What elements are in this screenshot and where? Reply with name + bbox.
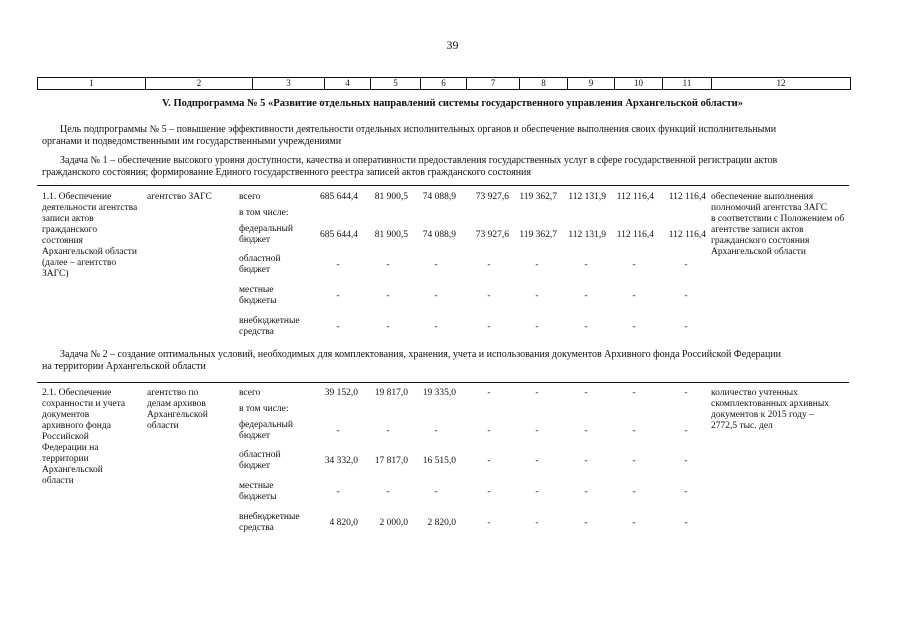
block1-value-cell: - [386, 291, 390, 301]
header-col-6: 6 [421, 78, 467, 89]
block2-value-cell: - [584, 456, 588, 466]
block2-value-cell: 39 152,0 [324, 388, 358, 398]
block2-value-cell: 16 515,0 [422, 456, 456, 466]
block2-activity: 2.1. Обеспечение сохранности и учета документов архивного фонда Российской Федерации на территории Архангельской области [42, 388, 126, 486]
block1-value-cell: 74 088,9 [422, 230, 456, 240]
block1-value-cell: 119 362,7 [519, 192, 557, 202]
block2-source-label: федеральный бюджет [239, 420, 293, 441]
block2-value-cell: - [535, 388, 539, 398]
block2-value-cell: - [584, 487, 588, 497]
block1-value-cell: - [386, 260, 390, 270]
page-number: 39 [446, 38, 459, 52]
block1-value-cell: - [584, 291, 588, 301]
block2-value-cell: 2 820,0 [427, 518, 456, 528]
block1-value-cell: - [336, 260, 340, 270]
block2-value-cell: - [584, 518, 588, 528]
header-col-5: 5 [371, 78, 421, 89]
block1-source-label: внебюджетные средства [239, 316, 300, 337]
block1-source-label: федеральный бюджет [239, 224, 293, 245]
block2-value-cell: 19 817,0 [374, 388, 408, 398]
block1-value-cell: 112 116,4 [668, 192, 706, 202]
block1-value-cell: 81 900,5 [374, 192, 408, 202]
block1-value-cell: 74 088,9 [422, 192, 456, 202]
block1-source-label: областной бюджет [239, 254, 281, 275]
block1-value-cell: - [434, 291, 438, 301]
block1-value-cell: 112 116,4 [616, 192, 654, 202]
block2-value-cell: - [684, 487, 688, 497]
task2-paragraph [42, 349, 850, 373]
block1-expected-result: обеспечение выполнения полномочий агентства ЗАГС в соответствии с Положением об агентстве записи актов гражданского состояния Архангельской области [711, 192, 845, 257]
block1-source-label: в том числе: [239, 208, 289, 218]
block1-value-cell: - [632, 291, 636, 301]
block2-value-cell: 34 332,0 [324, 456, 358, 466]
block2-value-cell: - [584, 388, 588, 398]
block1-value-cell: - [336, 322, 340, 332]
block2-source-label: внебюджетные средства [239, 512, 300, 533]
block2-value-cell: - [487, 518, 491, 528]
block2-executor: агентство по делам архивов Архангельской области [147, 388, 208, 431]
block2-source-label: областной бюджет [239, 450, 281, 471]
block2-value-cell: - [336, 487, 340, 497]
block1-value-cell: 81 900,5 [374, 230, 408, 240]
block2-source-label: местные бюджеты [239, 481, 277, 502]
block2-value-cell: - [487, 456, 491, 466]
block2-value-cell: - [487, 388, 491, 398]
block1-value-cell: 685 644,4 [320, 230, 358, 240]
block1-value-cell: - [584, 260, 588, 270]
block2-value-cell: 19 335,0 [422, 388, 456, 398]
block1-value-cell: - [535, 260, 539, 270]
block2-value-cell: 4 820,0 [329, 518, 358, 528]
block2-value-cell: - [535, 456, 539, 466]
block2-value-cell: - [535, 518, 539, 528]
block2-value-cell: - [535, 487, 539, 497]
block2-value-cell: - [535, 426, 539, 436]
block1-source-label: местные бюджеты [239, 285, 277, 306]
block2-value-cell: 17 817,0 [374, 456, 408, 466]
task1-line-2: гражданского состояния; формирование Единого государственного реестра записей актов гражданского состояния [42, 167, 531, 178]
task1-line-1: Задача № 1 – обеспечение высокого уровня доступности, качества и оперативности предоставления государственных услуг в сфере государственной регистрации актов [60, 155, 778, 166]
block2-value-cell: - [632, 388, 636, 398]
block1-value-cell: - [684, 291, 688, 301]
block1-value-cell: 112 131,9 [568, 192, 606, 202]
block1-value-cell: 685 644,4 [320, 192, 358, 202]
block1-value-cell: - [535, 322, 539, 332]
block1-value-cell: - [684, 260, 688, 270]
block2-value-cell: - [632, 518, 636, 528]
block1-value-cell: - [632, 260, 636, 270]
goal-line-1: Цель подпрограммы № 5 – повышение эффективности деятельности отдельных исполнительных органов и обеспечение выполнения своих функций исполнительными [60, 124, 777, 135]
header-col-3: 3 [253, 78, 325, 89]
header-col-11: 11 [663, 78, 712, 89]
block2-value-cell: - [684, 388, 688, 398]
header-col-12: 12 [776, 78, 786, 88]
block1-source-label: всего [239, 192, 261, 202]
block1-value-cell: - [487, 291, 491, 301]
block1-value-cell: 112 116,4 [668, 230, 706, 240]
block1-value-cell: 119 362,7 [519, 230, 557, 240]
block2-source-label: в том числе: [239, 404, 289, 414]
block2-value-cell: - [684, 518, 688, 528]
block1-value-cell: - [535, 291, 539, 301]
block2-value-cell: - [487, 487, 491, 497]
block2-value-cell: - [684, 426, 688, 436]
section-title: V. Подпрограмма № 5 «Развитие отдельных направлений системы государственного управления Архангельской области» [162, 98, 743, 109]
table-header-row [37, 77, 851, 90]
block2-value-cell: - [336, 426, 340, 436]
divider [37, 382, 849, 383]
task1-paragraph [42, 155, 850, 179]
block2-value-cell: - [487, 426, 491, 436]
goal-paragraph [42, 124, 850, 148]
header-col-10: 10 [615, 78, 663, 89]
block1-value-cell: 73 927,6 [475, 192, 509, 202]
block1-value-cell: - [632, 322, 636, 332]
divider [37, 185, 849, 186]
task2-line-2: на территории Архангельской области [42, 361, 206, 372]
task2-line-1: Задача № 2 – создание оптимальных условий, необходимых для комплектования, хранения, учета и использования документов Архивного фонда Российской Федерации [60, 349, 782, 360]
block1-value-cell: 112 116,4 [616, 230, 654, 240]
goal-line-2: органами и подведомственными им государственными учреждениями [42, 136, 342, 147]
block2-value-cell: - [632, 456, 636, 466]
block2-value-cell: - [632, 487, 636, 497]
block1-value-cell: - [434, 260, 438, 270]
block1-value-cell: - [584, 322, 588, 332]
block1-activity: 1.1. Обеспечение деятельности агентства записи актов гражданского состояния Архангельской области (далее – агентство ЗАГС) [42, 192, 138, 279]
block2-value-cell: 2 000,0 [379, 518, 408, 528]
header-col-7: 7 [467, 78, 520, 89]
block2-value-cell: - [684, 456, 688, 466]
block1-value-cell: 112 131,9 [568, 230, 606, 240]
header-col-1: 1 [38, 78, 146, 89]
block1-value-cell: - [386, 322, 390, 332]
block1-value-cell: 73 927,6 [475, 230, 509, 240]
block2-value-cell: - [386, 487, 390, 497]
block2-expected-result: количество учтенных скомплектованных архивных документов к 2015 году – 2772,5 тыс. дел [711, 388, 829, 431]
block2-source-label: всего [239, 388, 261, 398]
block1-value-cell: - [487, 322, 491, 332]
block2-value-cell: - [584, 426, 588, 436]
block2-value-cell: - [434, 426, 438, 436]
header-col-2: 2 [146, 78, 253, 89]
block1-value-cell: - [336, 291, 340, 301]
block1-value-cell: - [487, 260, 491, 270]
block1-value-cell: - [434, 322, 438, 332]
header-col-9: 9 [568, 78, 615, 89]
block2-value-cell: - [434, 487, 438, 497]
block2-value-cell: - [386, 426, 390, 436]
block2-value-cell: - [632, 426, 636, 436]
block1-value-cell: - [684, 322, 688, 332]
header-col-4: 4 [325, 78, 371, 89]
block1-executor: агентство ЗАГС [147, 192, 212, 202]
header-col-8: 8 [520, 78, 568, 89]
